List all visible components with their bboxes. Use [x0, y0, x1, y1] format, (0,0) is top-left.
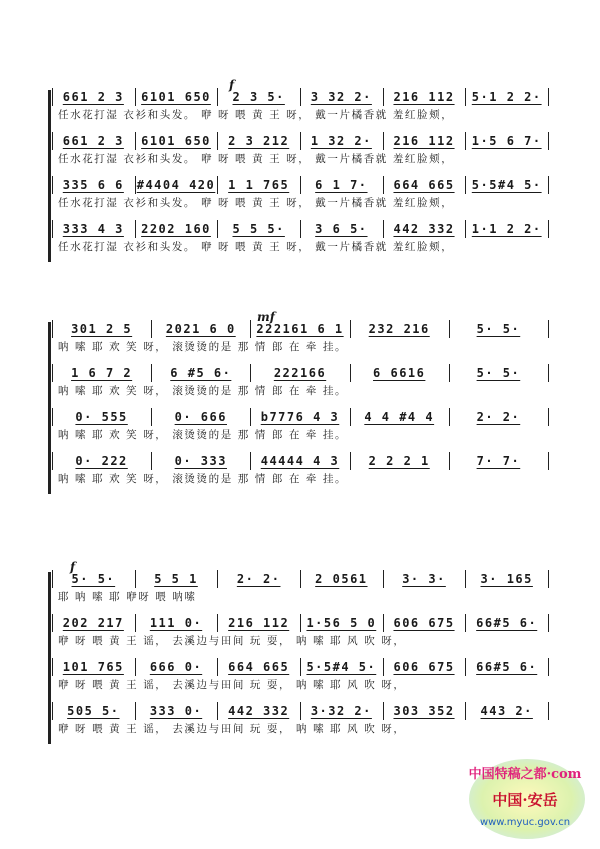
measure: b7776 4 3: [260, 410, 340, 424]
lyrics-line: 任水花打湿 衣衫和头发。 咿 呀 喂 黄 王 呀， 戴一片橘香就 羞红脸颊，: [58, 109, 454, 121]
measure: #4404 420: [136, 178, 216, 192]
barline: [548, 702, 549, 720]
voice-part-3: [52, 660, 548, 700]
barline: [151, 364, 152, 382]
barline: [383, 614, 384, 632]
measure: 111 0·: [149, 616, 203, 630]
barline: [52, 570, 53, 588]
voice-part-2: [52, 616, 548, 656]
measure: 335 6 6: [62, 178, 124, 192]
measure: 2 3 5·: [232, 90, 285, 104]
barline: [465, 570, 466, 588]
barline: [449, 364, 450, 382]
measure: 442 332: [393, 222, 455, 236]
measure: 664 665: [228, 660, 290, 674]
barline: [52, 320, 53, 338]
barline: [300, 88, 301, 106]
measure: 5·1 2 2·: [471, 90, 542, 104]
measure: 6101 650: [141, 90, 211, 104]
dynamic-marking: mf: [257, 310, 275, 324]
notation-line: [52, 322, 548, 338]
measure: 44444 4 3: [260, 454, 340, 468]
barline: [217, 702, 218, 720]
voice-part-1: [52, 90, 548, 130]
measure: 661 2 3: [62, 134, 124, 148]
barline: [151, 320, 152, 338]
voice-part-3: [52, 178, 548, 218]
barline: [548, 408, 549, 426]
lyrics-line: 咿 呀 喂 黄 王 谣， 去溪边与田间 玩 耍， 呐 嗦 耶 风 吹 呀，: [58, 679, 406, 691]
notation-line: [52, 366, 548, 382]
measure: 661 2 3: [62, 90, 124, 104]
measure: 3 6 5·: [315, 222, 368, 236]
measure: 66#5 6·: [476, 616, 538, 630]
barline: [548, 570, 549, 588]
barline: [449, 408, 450, 426]
barline: [383, 658, 384, 676]
measure: 216 112: [393, 90, 455, 104]
barline: [383, 88, 384, 106]
barline: [383, 176, 384, 194]
barline: [217, 132, 218, 150]
measure: 202 217: [62, 616, 124, 630]
measure: 664 665: [393, 178, 455, 192]
barline: [52, 364, 53, 382]
barline: [383, 702, 384, 720]
measure: 232 216: [368, 322, 430, 336]
lyrics-line: 呐 嗦 耶 欢 笑 呀， 滚烫烫的是 那 情 郎 在 牵 挂。: [58, 473, 348, 485]
measure: 442 332: [228, 704, 290, 718]
barline: [52, 614, 53, 632]
barline: [52, 176, 53, 194]
barline: [250, 408, 251, 426]
barline: [151, 452, 152, 470]
barline: [350, 452, 351, 470]
barline: [52, 408, 53, 426]
score-system-1: [52, 78, 548, 278]
measure: 5· 5·: [476, 322, 521, 336]
lyrics-line: 呐 嗦 耶 欢 笑 呀， 滚烫烫的是 那 情 郎 在 牵 挂。: [58, 429, 348, 441]
measure: 1 1 765: [228, 178, 290, 192]
voice-part-2: [52, 366, 548, 406]
barline: [217, 88, 218, 106]
measure: 2 2 2 1: [368, 454, 430, 468]
barline: [465, 220, 466, 238]
watermark-line-1: 中国特稿之都·com: [468, 767, 582, 782]
measure: 2· 2·: [476, 410, 521, 424]
barline: [465, 658, 466, 676]
measure: 333 0·: [149, 704, 203, 718]
barline: [217, 614, 218, 632]
measure: 5· 5·: [71, 572, 116, 586]
barline: [135, 570, 136, 588]
measure: 3· 165: [480, 572, 533, 586]
lyrics-line: 耶 呐 嗦 耶 咿呀 喂 呐嗦: [58, 591, 197, 603]
barline: [135, 702, 136, 720]
barline: [135, 132, 136, 150]
measure: 333 4 3: [62, 222, 124, 236]
barline: [250, 364, 251, 382]
measure: 216 112: [393, 134, 455, 148]
barline: [548, 320, 549, 338]
barline: [135, 614, 136, 632]
barline: [217, 220, 218, 238]
voice-part-4: [52, 454, 548, 494]
measure: 303 352: [393, 704, 455, 718]
barline: [350, 364, 351, 382]
lyrics-line: 咿 呀 喂 黄 王 谣， 去溪边与田间 玩 耍， 呐 嗦 耶 风 吹 呀，: [58, 635, 406, 647]
measure: 2· 2·: [236, 572, 281, 586]
barline: [465, 614, 466, 632]
measure: 101 765: [62, 660, 124, 674]
voice-part-4: [52, 222, 548, 262]
barline: [135, 88, 136, 106]
measure: 1 6 7 2: [71, 366, 133, 380]
lyrics-line: 咿 呀 喂 黄 王 谣， 去溪边与田间 玩 耍， 呐 嗦 耶 风 吹 呀，: [58, 723, 406, 735]
barline: [548, 220, 549, 238]
barline: [52, 220, 53, 238]
barline: [300, 702, 301, 720]
barline: [300, 220, 301, 238]
measure: 3·32 2·: [310, 704, 372, 718]
barline: [300, 614, 301, 632]
measure: 301 2 5: [71, 322, 133, 336]
watermark-url: www.myuc.gov.cn: [479, 817, 571, 828]
measure: 443 2·: [480, 704, 533, 718]
measure: 2202 160: [141, 222, 211, 236]
barline: [465, 88, 466, 106]
voice-part-4: [52, 704, 548, 744]
barline: [465, 176, 466, 194]
measure: 6101 650: [141, 134, 211, 148]
barline: [383, 570, 384, 588]
barline: [350, 408, 351, 426]
system-bracket: [48, 322, 51, 494]
voice-part-1: [52, 322, 548, 362]
barline: [548, 452, 549, 470]
voice-part-1: [52, 572, 548, 612]
barline: [135, 658, 136, 676]
lyrics-line: 任水花打湿 衣衫和头发。 咿 呀 喂 黄 王 呀， 戴一片橘香就 羞红脸颊，: [58, 153, 454, 165]
measure: 0· 666: [174, 410, 227, 424]
notation-line: [52, 454, 548, 470]
barline: [548, 658, 549, 676]
lyrics-line: 任水花打湿 衣衫和头发。 咿 呀 喂 黄 王 呀， 戴一片橘香就 羞红脸颊，: [58, 197, 454, 209]
barline: [548, 364, 549, 382]
notation-line: [52, 410, 548, 426]
barline: [449, 320, 450, 338]
measure: 0· 333: [174, 454, 227, 468]
measure: 505 5·: [67, 704, 120, 718]
measure: 1 32 2·: [310, 134, 372, 148]
barline: [250, 452, 251, 470]
measure: 5· 5·: [476, 366, 521, 380]
lyrics-line: 呐 嗦 耶 欢 笑 呀， 滚烫烫的是 那 情 郎 在 牵 挂。: [58, 341, 348, 353]
measure: 0· 555: [75, 410, 128, 424]
barline: [548, 614, 549, 632]
barline: [300, 132, 301, 150]
measure: 5·5#4 5·: [306, 660, 377, 674]
system-bracket: [48, 572, 51, 744]
score-system-2: [52, 310, 548, 510]
measure: 2021 6 0: [165, 322, 236, 336]
barline: [217, 658, 218, 676]
barline: [350, 320, 351, 338]
barline: [250, 320, 251, 338]
score-system-3: [52, 560, 548, 760]
barline: [300, 176, 301, 194]
measure: 606 675: [393, 616, 455, 630]
barline: [135, 176, 136, 194]
measure: 3· 3·: [402, 572, 446, 586]
measure: 7· 7·: [476, 454, 521, 468]
lyrics-line: 任水花打湿 衣衫和头发。 咿 呀 喂 黄 王 呀， 戴一片橘香就 羞红脸颊，: [58, 241, 454, 253]
barline: [52, 452, 53, 470]
measure: 66#5 6·: [476, 660, 538, 674]
barline: [383, 132, 384, 150]
measure: 6 #5 6·: [170, 366, 232, 380]
barline: [449, 452, 450, 470]
barline: [217, 570, 218, 588]
measure: 3 32 2·: [310, 90, 372, 104]
dynamic-marking: f: [229, 78, 235, 92]
barline: [52, 702, 53, 720]
measure: 606 675: [393, 660, 455, 674]
barline: [548, 132, 549, 150]
system-bracket: [48, 90, 51, 262]
barline: [135, 220, 136, 238]
measure: 216 112: [228, 616, 290, 630]
barline: [300, 570, 301, 588]
voice-part-3: [52, 410, 548, 450]
barline: [548, 88, 549, 106]
barline: [465, 132, 466, 150]
measure: 666 0·: [149, 660, 203, 674]
barline: [52, 88, 53, 106]
watermark-line-2: 中国·安岳: [492, 791, 558, 809]
measure: 6 1 7·: [315, 178, 368, 192]
barline: [548, 176, 549, 194]
measure: 1·56 5 0: [306, 616, 377, 630]
lyrics-line: 呐 嗦 耶 欢 笑 呀， 滚烫烫的是 那 情 郎 在 牵 挂。: [58, 385, 348, 397]
barline: [151, 408, 152, 426]
measure: 0· 222: [75, 454, 128, 468]
measure: 222161 6 1: [256, 322, 344, 336]
barline: [52, 658, 53, 676]
site-watermark-logo: [455, 755, 595, 845]
measure: 2 0561: [315, 572, 368, 586]
voice-part-2: [52, 134, 548, 174]
measure: 1·1 2 2·: [471, 222, 542, 236]
dynamic-marking: f: [70, 560, 76, 574]
measure: 5 5 1: [154, 572, 198, 586]
measure: 5 5 5·: [232, 222, 285, 236]
measure: 5·5#4 5·: [471, 178, 542, 192]
measure: 6 6616: [373, 366, 426, 380]
measure: 1·5 6 7·: [471, 134, 542, 148]
barline: [383, 220, 384, 238]
measure: 2 3 212: [228, 134, 290, 148]
measure: 222166: [273, 366, 327, 380]
barline: [217, 176, 218, 194]
barline: [52, 132, 53, 150]
measure: 4 4 #4 4: [364, 410, 435, 424]
barline: [300, 658, 301, 676]
barline: [465, 702, 466, 720]
